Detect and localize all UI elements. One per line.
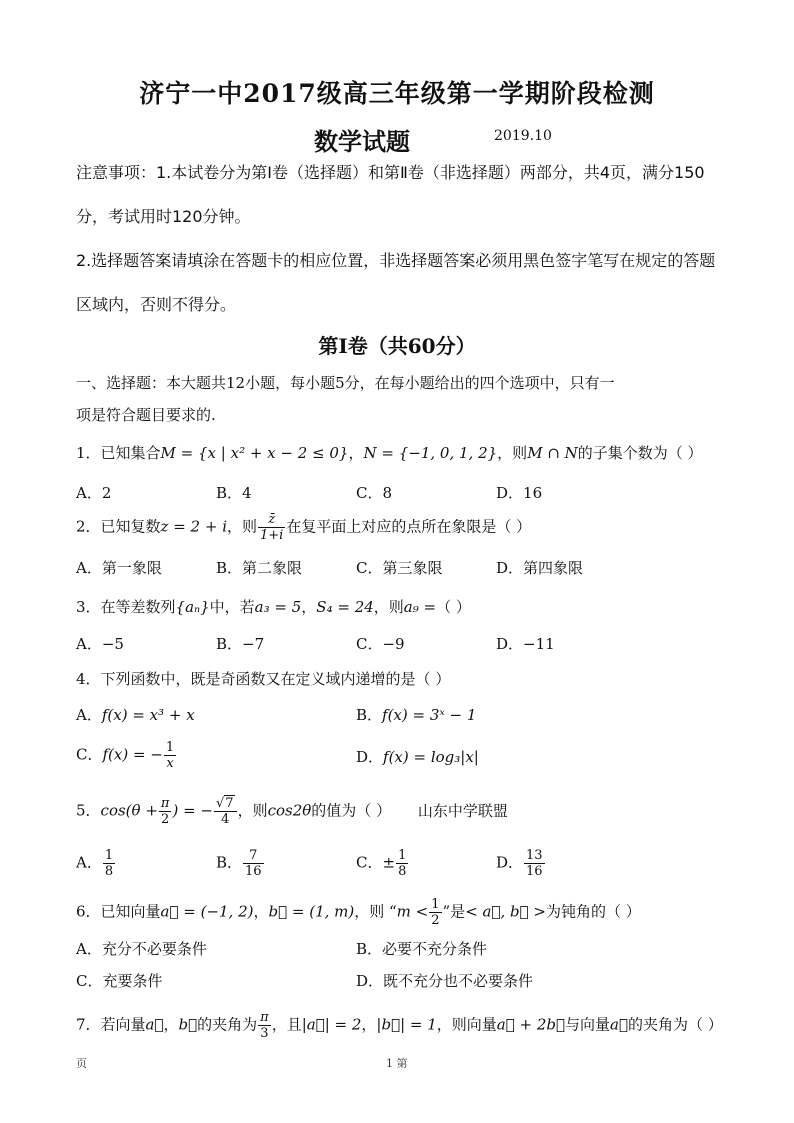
q5-option-d xyxy=(496,848,546,879)
q6-option-c: C．充要条件 xyxy=(76,972,163,990)
q2-option-a: A．第一象限 xyxy=(76,559,162,577)
exam-date: 2019.10 xyxy=(494,128,552,144)
q6-cond-den: 2 xyxy=(431,913,440,928)
q5-option-d-label: D． xyxy=(496,853,524,872)
q3-text-d: （ ） xyxy=(436,598,471,616)
q6-cond-2: < a⃗, b⃗ > xyxy=(465,902,546,921)
q7-text-e: 与向量 xyxy=(565,1015,611,1034)
note-line-3: 2.选择题答案请填涂在答题卡的相应位置，非选择题答案必须用黑色签字笔写在规定的答题 xyxy=(76,251,716,270)
q5-pi-fraction xyxy=(159,796,172,827)
q5-sqrt-num: 7 xyxy=(225,796,234,811)
q5-d-fraction xyxy=(524,848,545,879)
q2-frac-num: z̄ xyxy=(258,512,285,528)
q7-vec-a: a⃗ xyxy=(145,1015,164,1034)
note-line-1: 注意事项：1.本试卷分为第Ⅰ卷（选择题）和第Ⅱ卷（非选择题）两部分，共4页，满分150 xyxy=(76,163,705,182)
q5-option-a-label: A． xyxy=(76,853,102,872)
q7-sep: ， xyxy=(163,1015,179,1034)
q5-a-num: 1 xyxy=(104,848,114,863)
q7-cond-2: |b⃗| = 1 xyxy=(376,1015,437,1034)
q4-c-den: x xyxy=(166,756,174,771)
q6-sep: ， xyxy=(253,902,269,921)
q7-text-b: 的夹角为 xyxy=(197,1015,258,1034)
question-1-stem xyxy=(76,442,703,463)
q4-option-a-expr: f(x) = x³ + x xyxy=(101,706,195,724)
q7-vec-b: b⃗ xyxy=(178,1015,198,1034)
q3-option-d: D．−11 xyxy=(496,635,555,653)
q5-text-b: ，则 xyxy=(237,801,268,820)
q4-option-b-expr: f(x) = 3ˣ − 1 xyxy=(382,706,477,724)
subtitle-row xyxy=(0,122,794,156)
q4-option-b xyxy=(356,704,476,725)
q3-cond-2: S₄ = 24 xyxy=(316,598,374,616)
q4-c-num: 1 xyxy=(165,740,175,755)
q5-option-c xyxy=(356,848,409,879)
q1-option-c: C．8 xyxy=(356,484,393,502)
question-3-stem xyxy=(76,596,471,617)
q1-option-d: D．16 xyxy=(496,484,543,502)
q5-d-num: 13 xyxy=(526,848,543,863)
q5-option-c-label: C． xyxy=(356,853,383,872)
q6-text-b: ，则 “ xyxy=(354,902,397,921)
q1-sep: ， xyxy=(348,444,364,462)
q6-option-d: D．既不充分也不必要条件 xyxy=(356,972,534,990)
q3-ask: a₉ = xyxy=(403,598,437,616)
q2-text-a: 2．已知复数 xyxy=(76,517,161,536)
q5-option-b-label: B． xyxy=(216,853,243,872)
q5-expr-mid: ) = − xyxy=(172,801,213,820)
q6-text-a: 6．已知向量 xyxy=(76,902,161,921)
question-5-stem xyxy=(76,796,508,827)
q3-text-c: ，则 xyxy=(373,598,404,616)
q5-c-den: 8 xyxy=(398,864,407,879)
q2-text-c: 在复平面上对应的点所在象限是（ ） xyxy=(286,517,532,536)
q6-vec-b: b⃗ = (1, m) xyxy=(268,902,355,921)
q7-ang-num: π xyxy=(260,1010,269,1025)
q5-ask: cos2θ xyxy=(267,801,312,820)
q2-option-c: C．第三象限 xyxy=(356,559,443,577)
note-line-2: 分，考试用时120分钟。 xyxy=(76,207,251,226)
q7-text-c: ，且 xyxy=(271,1015,302,1034)
q2-frac-den: 1+i xyxy=(260,528,284,543)
q2-option-b: B．第二象限 xyxy=(216,559,303,577)
q7-text-f: 的夹角为（ ） xyxy=(627,1015,723,1034)
q5-option-a xyxy=(76,848,116,879)
q4-option-d-expr: f(x) = log₃|x| xyxy=(383,748,479,766)
q4-option-c-pre: f(x) = − xyxy=(102,745,163,764)
q1-set-m: M = {x | x² + x − 2 ≤ 0} xyxy=(160,444,349,462)
q5-sqrt-den: 4 xyxy=(221,812,230,827)
q7-cond-1: |a⃗| = 2 xyxy=(301,1015,362,1034)
q5-c-fraction xyxy=(396,848,408,879)
question-6-stem xyxy=(76,897,641,928)
q7-expr: a⃗ + 2b⃗ xyxy=(496,1015,565,1034)
q4-option-c-label: C． xyxy=(76,745,103,764)
q1-text-b: ，则 xyxy=(497,444,528,462)
q3-sep: ， xyxy=(301,598,317,616)
q6-cond-pre: m < xyxy=(396,902,429,921)
q3-cond-1: a₃ = 5 xyxy=(254,598,302,616)
q6-cond-num: 1 xyxy=(431,897,440,912)
q4-option-d xyxy=(356,746,479,767)
q5-label: 5． xyxy=(76,801,101,820)
q6-cond-fraction xyxy=(429,897,441,928)
q5-pi-den: 2 xyxy=(161,812,170,827)
q4-option-a xyxy=(76,704,195,725)
q5-watermark: 山东中学联盟 xyxy=(417,801,508,820)
section-intro-2: 项是符合题目要求的. xyxy=(76,406,216,424)
q2-fraction xyxy=(258,512,285,543)
q5-option-b xyxy=(216,848,265,879)
exam-title: 济宁一中2017级高三年级第一学期阶段检测 xyxy=(139,79,655,108)
footer-left: 页 xyxy=(76,1057,87,1070)
q5-pi-num: π xyxy=(160,796,170,811)
q3-seq: {aₙ} xyxy=(175,598,210,616)
q1-expr: M ∩ N xyxy=(527,444,578,462)
exam-subtitle: 数学试题 xyxy=(314,127,410,156)
question-2-stem xyxy=(76,512,531,543)
q5-d-den: 16 xyxy=(526,864,543,879)
q7-vec-a-2: a⃗ xyxy=(610,1015,628,1034)
q1-option-a: A．2 xyxy=(76,484,112,502)
q1-set-n: N = {−1, 0, 1, 2} xyxy=(363,444,498,462)
q4-option-c-fraction xyxy=(164,740,176,771)
q3-text-a: 3．在等差数列 xyxy=(76,598,176,616)
q3-text-b: 中，若 xyxy=(209,598,255,616)
note-line-4: 区域内，否则不得分。 xyxy=(76,295,237,314)
q5-text-c: 的值为（ ） xyxy=(311,801,392,820)
q4-option-c xyxy=(76,740,177,771)
q1-text-c: 的子集个数为（ ） xyxy=(577,444,703,462)
q5-b-fraction xyxy=(243,848,264,879)
q6-text-c: ”是 xyxy=(442,902,466,921)
q1-option-b: B．4 xyxy=(216,484,252,502)
q7-text-a: 7．若向量 xyxy=(76,1015,146,1034)
q7-angle-fraction xyxy=(258,1010,271,1041)
q5-b-num: 7 xyxy=(243,848,264,864)
q6-option-b: B．必要不充分条件 xyxy=(356,940,488,958)
q3-option-c: C．−9 xyxy=(356,635,405,653)
q2-text-b: ，则 xyxy=(227,517,258,536)
q5-sqrt-num-wrap: √7 xyxy=(214,796,237,812)
q3-option-b: B．−7 xyxy=(216,635,265,653)
section-intro-1: 一、选择题：本大题共12小题，每小题5分，在每小题给出的四个选项中，只有一 xyxy=(76,374,615,392)
section-heading: 第Ⅰ卷（共60分） xyxy=(318,334,476,358)
q5-sqrt-fraction xyxy=(214,796,237,827)
q7-text-d: ，则向量 xyxy=(436,1015,497,1034)
q4-option-d-label: D． xyxy=(356,748,384,766)
q4-option-b-label: B． xyxy=(356,706,383,724)
q5-a-den: 8 xyxy=(104,864,114,879)
q7-ang-den: 3 xyxy=(260,1026,269,1041)
q4-option-a-label: A． xyxy=(76,706,102,724)
q5-expr-pre: cos(θ + xyxy=(100,801,158,820)
question-4-stem: 4．下列函数中，既是奇函数又在定义域内递增的是（ ） xyxy=(76,670,451,688)
q5-c-pre: ± xyxy=(382,853,396,872)
footer-page-number: 1 第 xyxy=(386,1057,408,1070)
q3-option-a: A．−5 xyxy=(76,635,124,653)
q2-z: z = 2 + i xyxy=(160,517,227,536)
q5-a-fraction xyxy=(103,848,115,879)
q2-option-d: D．第四象限 xyxy=(496,559,584,577)
q1-text-a: 1．已知集合 xyxy=(76,444,161,462)
question-7-stem xyxy=(76,1010,723,1041)
q6-option-a: A．充分不必要条件 xyxy=(76,940,207,958)
q6-vec-a: a⃗ = (−1, 2) xyxy=(160,902,254,921)
q7-sep-2: ， xyxy=(361,1015,377,1034)
q5-b-den: 16 xyxy=(245,864,262,879)
q6-text-d: 为钝角的（ ） xyxy=(545,902,641,921)
q5-c-num: 1 xyxy=(398,848,407,863)
